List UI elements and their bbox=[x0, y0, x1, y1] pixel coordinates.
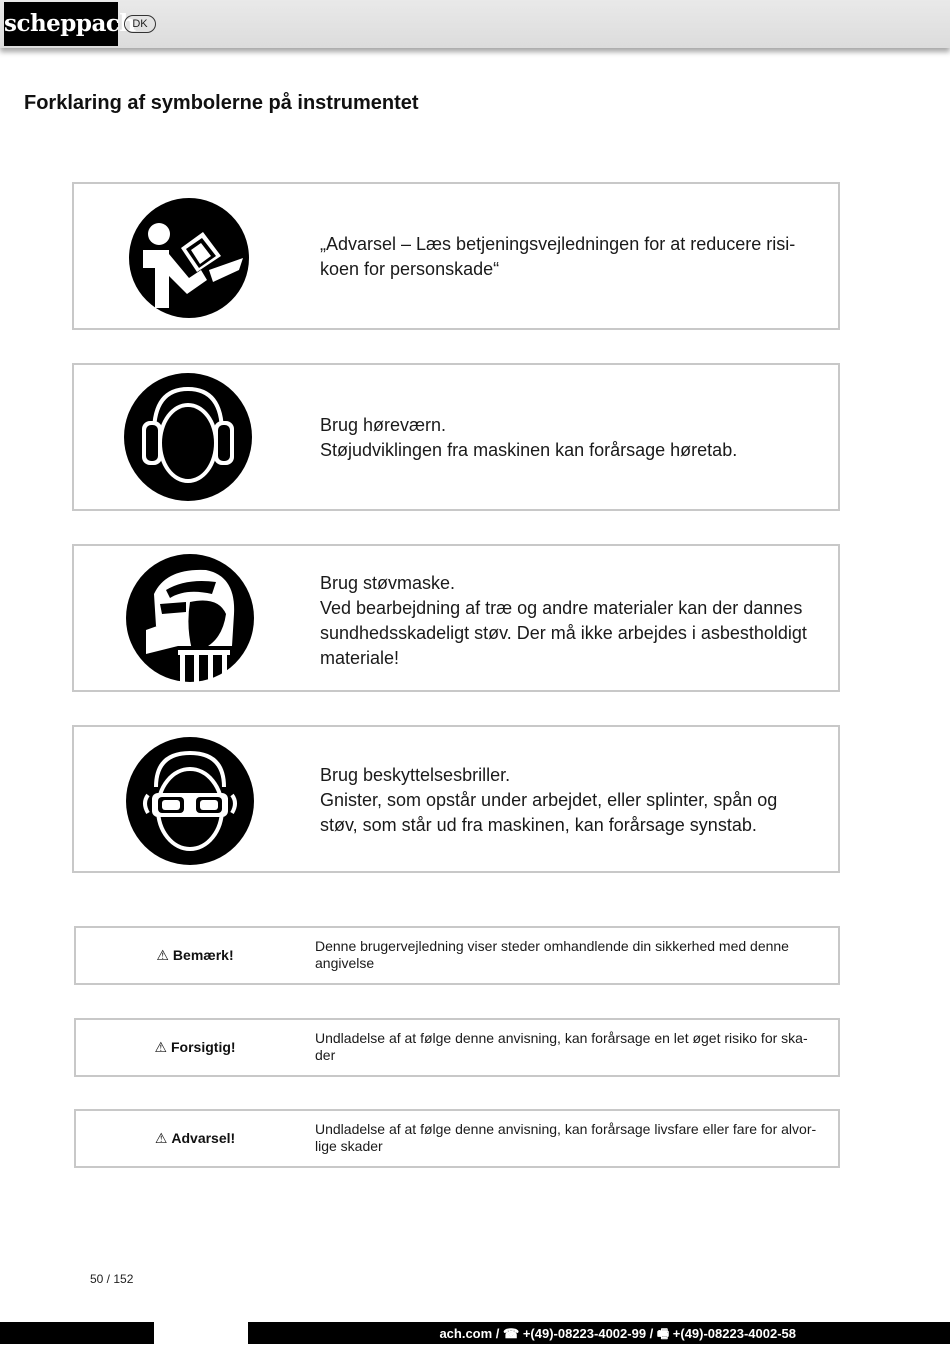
dust-mask-icon bbox=[126, 554, 254, 682]
notice-text bbox=[315, 938, 835, 972]
notice-line: Undladelse af at følge denne anvisning, kan forårsage en let øget risiko for ska- bbox=[315, 1030, 808, 1046]
symbol-line: Brug beskyttelsesbriller. bbox=[320, 765, 511, 785]
notice-box-advarsel bbox=[74, 1109, 840, 1168]
notice-line: Undladelse af at følge denne anvisning, kan forårsage livsfare eller fare for alvor- bbox=[315, 1121, 817, 1137]
brand-logo: scheppach bbox=[4, 2, 118, 46]
read-manual-icon bbox=[129, 198, 249, 318]
notice-label bbox=[76, 1020, 314, 1075]
notice-text bbox=[315, 1030, 835, 1064]
notice-line: Denne brugervejledning viser steder omhandlende din sikkerhed med denne bbox=[315, 938, 789, 954]
safety-goggles-icon bbox=[126, 737, 254, 865]
warning-triangle-icon: ⚠ bbox=[154, 1130, 168, 1146]
notice-label bbox=[76, 928, 314, 983]
notice-label bbox=[76, 1111, 314, 1166]
ear-protection-icon bbox=[124, 373, 252, 501]
symbol-text bbox=[320, 763, 835, 838]
notice-label-text: Advarsel! bbox=[171, 1130, 236, 1146]
footer-gap bbox=[154, 1322, 248, 1344]
language-badge: DK bbox=[124, 15, 156, 33]
page-number: 50 / 152 bbox=[90, 1272, 134, 1286]
notice-box-bemaerk bbox=[74, 926, 840, 985]
notice-label-text: Forsigtig! bbox=[171, 1039, 236, 1055]
warning-triangle-icon: ⚠ bbox=[154, 1039, 167, 1055]
page-header bbox=[0, 0, 950, 48]
symbol-text bbox=[320, 232, 835, 282]
symbol-box-ear-protection bbox=[72, 363, 840, 511]
footer-contact: ach.com / ☎ +(49)-08223-4002-99 / 🖷 +(49)-08223-4002-58 bbox=[439, 1326, 796, 1341]
notice-line: der bbox=[315, 1047, 336, 1063]
symbol-box-safety-goggles bbox=[72, 725, 840, 873]
symbol-line: materiale! bbox=[320, 648, 400, 668]
symbol-line: Brug støvmaske. bbox=[320, 573, 456, 593]
notice-line: angivelse bbox=[315, 955, 375, 971]
symbol-text bbox=[320, 413, 835, 463]
symbol-text bbox=[320, 571, 835, 671]
symbol-line: Støjudviklingen fra maskinen kan forårsage høretab. bbox=[320, 440, 738, 460]
notice-box-forsigtig bbox=[74, 1018, 840, 1077]
page-title: Forklaring af symbolerne på instrumentet bbox=[24, 92, 419, 114]
notice-label-text: Bemærk! bbox=[172, 947, 234, 963]
symbol-line: „Advarsel – Læs betjeningsvejledningen for at reducere risi- bbox=[320, 234, 796, 254]
symbol-line: støv, som står ud fra maskinen, kan forårsage synstab. bbox=[320, 815, 757, 835]
symbol-line: Gnister, som opstår under arbejdet, eller splinter, spån og bbox=[320, 790, 778, 810]
symbol-line: Brug høreværn. bbox=[320, 415, 447, 435]
notice-text bbox=[315, 1121, 835, 1155]
symbol-line: sundhedsskadeligt støv. Der må ikke arbejdes i asbestholdigt bbox=[320, 623, 807, 643]
warning-triangle-icon: ⚠ bbox=[156, 947, 169, 963]
symbol-box-read-manual bbox=[72, 182, 840, 330]
notice-line: lige skader bbox=[315, 1138, 383, 1154]
symbol-box-dust-mask bbox=[72, 544, 840, 692]
symbol-line: koen for personskade“ bbox=[320, 259, 500, 279]
symbol-line: Ved bearbejdning af træ og andre materialer kan der dannes bbox=[320, 598, 803, 618]
